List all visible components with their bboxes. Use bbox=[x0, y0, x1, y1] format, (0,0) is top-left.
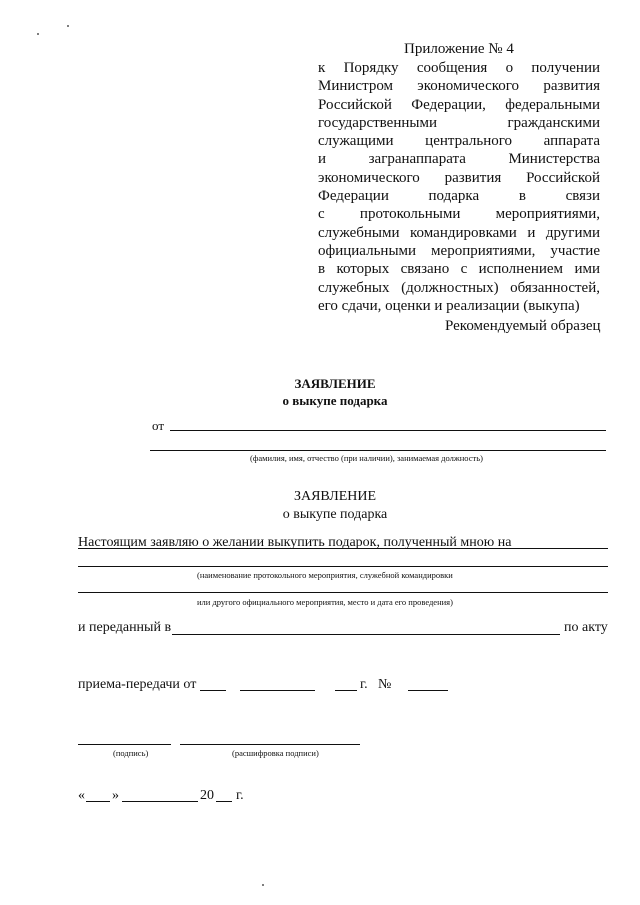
acceptance-day-field[interactable] bbox=[200, 690, 226, 691]
recommended-sample-label: Рекомендуемый образец bbox=[445, 318, 601, 334]
transferred-label: и переданный в bbox=[78, 620, 172, 635]
signature-field[interactable] bbox=[78, 744, 171, 745]
scan-speck bbox=[262, 884, 264, 886]
appendix-line: официальными мероприятиями, участие bbox=[318, 242, 600, 259]
act-label: по акту bbox=[564, 620, 608, 635]
event-caption-2: или другого официального мероприятия, место и дата его проведения) bbox=[197, 597, 453, 607]
appendix-line: к Порядку сообщения о получении bbox=[318, 60, 600, 76]
date-day-field[interactable] bbox=[86, 801, 110, 802]
appendix-body bbox=[318, 59, 600, 315]
appendix-line: Федерации подарка в связи bbox=[318, 188, 600, 205]
appendix-line: служащими центрального аппарата bbox=[318, 133, 600, 150]
from-name-field-line[interactable] bbox=[170, 430, 606, 431]
event-caption-1: (наименование протокольного мероприятия, служебной командировки bbox=[197, 570, 453, 580]
appendix-line: государственными гражданскими bbox=[318, 114, 600, 131]
signature-decoding-field[interactable] bbox=[180, 744, 360, 745]
top-header-subtitle: о выкупе подарка bbox=[282, 393, 388, 408]
date-century: 20 bbox=[200, 788, 214, 803]
date-year-suffix: г. bbox=[236, 788, 244, 803]
appendix-line: служебными командировками и другими bbox=[318, 224, 600, 241]
appendix-line: Российской Федерации, федеральными bbox=[318, 96, 600, 113]
appendix-line: Министром экономического развития bbox=[318, 78, 600, 95]
scan-speck bbox=[37, 33, 39, 35]
appendix-line: служебных (должностных) обязанностей, bbox=[318, 279, 600, 296]
acceptance-label: приема-передачи от bbox=[78, 677, 197, 692]
date-open-quote: « bbox=[78, 788, 85, 803]
top-header bbox=[250, 375, 420, 409]
acceptance-month-field[interactable] bbox=[240, 690, 315, 691]
main-header-subtitle: о выкупе подарка bbox=[282, 507, 388, 522]
appendix-line: и загранаппарата Министерства bbox=[318, 151, 600, 168]
appendix-line: с протокольными мероприятиями, bbox=[318, 206, 600, 223]
date-month-field[interactable] bbox=[122, 801, 198, 802]
number-label: № bbox=[378, 677, 392, 692]
signature-caption: (подпись) bbox=[113, 748, 149, 758]
event-field-line-2[interactable] bbox=[78, 592, 608, 593]
main-header bbox=[250, 488, 420, 524]
event-field-line-1[interactable] bbox=[78, 566, 608, 567]
transferred-field-line[interactable] bbox=[172, 634, 560, 635]
date-year-field[interactable] bbox=[216, 801, 232, 802]
main-header-title: ЗАЯВЛЕНИЕ bbox=[293, 489, 377, 504]
acceptance-number-field[interactable] bbox=[408, 690, 448, 691]
appendix-line: в которых связано с исполнением ими bbox=[318, 261, 600, 278]
appendix-line: экономического развития Российской bbox=[318, 169, 600, 186]
from-label: от bbox=[152, 418, 165, 433]
scan-speck bbox=[67, 25, 69, 27]
year-label: г. bbox=[360, 677, 368, 692]
decoding-caption: (расшифровка подписи) bbox=[232, 748, 319, 758]
statement-text: Настоящим заявляю о желании выкупить подарок, полученный мною на bbox=[78, 535, 512, 550]
date-close-quote: » bbox=[112, 788, 119, 803]
from-position-field-line[interactable] bbox=[150, 450, 606, 451]
appendix-title: Приложение № 4 bbox=[404, 41, 514, 57]
acceptance-year-field[interactable] bbox=[335, 690, 357, 691]
appendix-line: его сдачи, оценки и реализации (выкупа) bbox=[318, 297, 580, 314]
top-header-title: ЗАЯВЛЕНИЕ bbox=[294, 376, 376, 391]
from-caption: (фамилия, имя, отчество (при наличии), занимаемая должность) bbox=[250, 453, 483, 463]
statement-underline bbox=[78, 548, 608, 549]
